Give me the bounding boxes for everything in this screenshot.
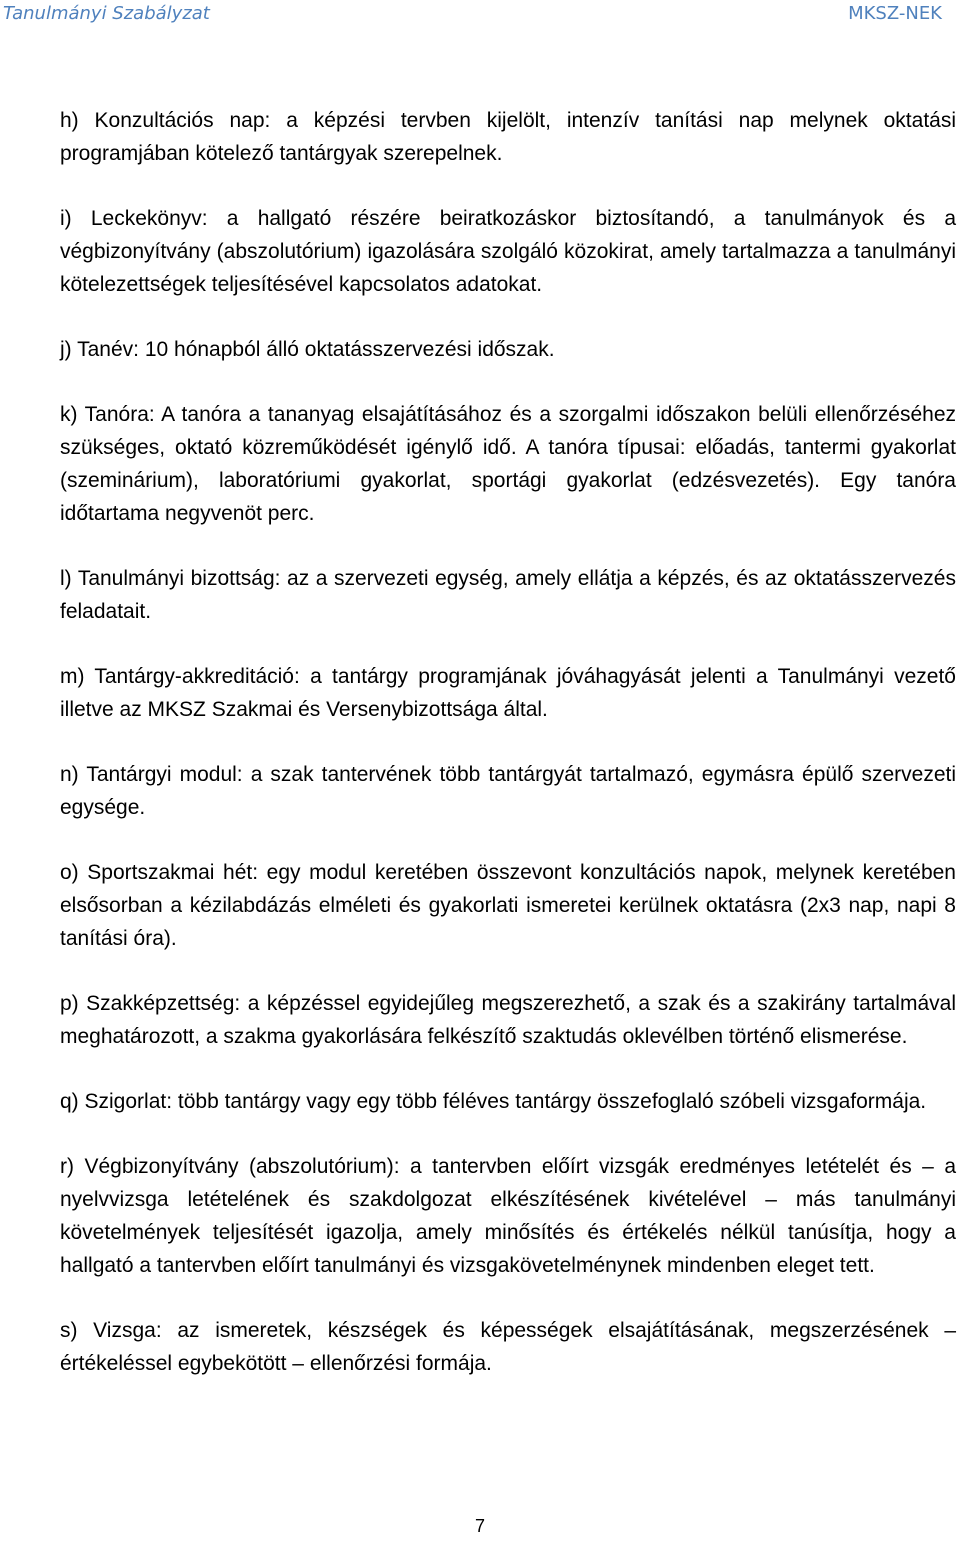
page-header [0, 0, 960, 28]
header-document-title: Tanulmányi Szabályzat [3, 3, 210, 24]
definition-m: m) Tantárgy-akkreditáció: a tantárgy programjának jóváhagyását jelenti a Tanulmányi vezető illetve az MKSZ Szakmai és Versenybizottsága által. [60, 665, 956, 721]
definition-l: l) Tanulmányi bizottság: az a szervezeti egység, amely ellátja a képzés, és az oktatásszervezés feladatait. [60, 567, 956, 623]
definition-i: i) Leckekönyv: a hallgató részére beiratkozáskor biztosítandó, a tanulmányok és a végbizonyítvány (abszolutórium) igazolására szolgáló közokirat, amely tartalmazza a tanulmányi kötelezettségek teljesítésével kapcsolatos adatokat. [60, 207, 956, 296]
definition-o: o) Sportszakmai hét: egy modul keretében összevont konzultációs napok, melynek keretében elsősorban a kézilabdázás elméleti és gyakorlati ismeretei kerülnek oktatásra (2x3 nap, napi 8 tanítási óra). [60, 861, 956, 950]
definition-k: k) Tanóra: A tanóra a tananyag elsajátításához és a szorgalmi időszakon belüli ellenőrzéséhez szükséges, oktató közreműködését igénylő idő. A tanóra típusai: előadás, tantermi gyakorlat (szeminárium), laboratóriumi gyakorlat, sportági gyakorlat (edzésvezetés). Egy tanóra időtartama negyvenöt perc. [60, 403, 956, 525]
definition-s: s) Vizsga: az ismeretek, készségek és képességek elsajátításának, megszerzésének – értékeléssel egybekötött – ellenőrzési formája. [60, 1319, 956, 1375]
document-body [60, 104, 956, 1412]
definition-n: n) Tantárgyi modul: a szak tantervének több tantárgyát tartalmazó, egymásra épülő szervezeti egysége. [60, 763, 956, 819]
definition-q: q) Szigorlat: több tantárgy vagy egy több féléves tantárgy összefoglaló szóbeli vizsgaformája. [60, 1090, 927, 1113]
header-organization: MKSZ-NEK [848, 3, 942, 24]
definition-p: p) Szakképzettség: a képzéssel egyidejűleg megszerezhető, a szak és a szakirány tartalmával meghatározott, a szakma gyakorlására felkészítő szaktudás oklevélben történő elismerése. [60, 992, 956, 1048]
page-number: 7 [474, 1516, 485, 1536]
definition-r: r) Végbizonyítvány (abszolutórium): a tantervben előírt vizsgák eredményes letételét és – a nyelvvizsga letételének és szakdolgozat elkészítésének kivételével – más tanulmányi követelmények teljesítését igazolja, amely minősítés és értékelés nélkül tanúsítja, hogy a hallgató a tantervben előírt tanulmányi és vizsgakövetelménynek mindenben eleget tett. [60, 1155, 956, 1277]
definition-h: h) Konzultációs nap: a képzési tervben kijelölt, intenzív tanítási nap melynek oktatási programjában kötelező tantárgyak szerepelnek. [60, 109, 956, 165]
definition-j: j) Tanév: 10 hónapból álló oktatásszervezési időszak. [60, 338, 555, 361]
